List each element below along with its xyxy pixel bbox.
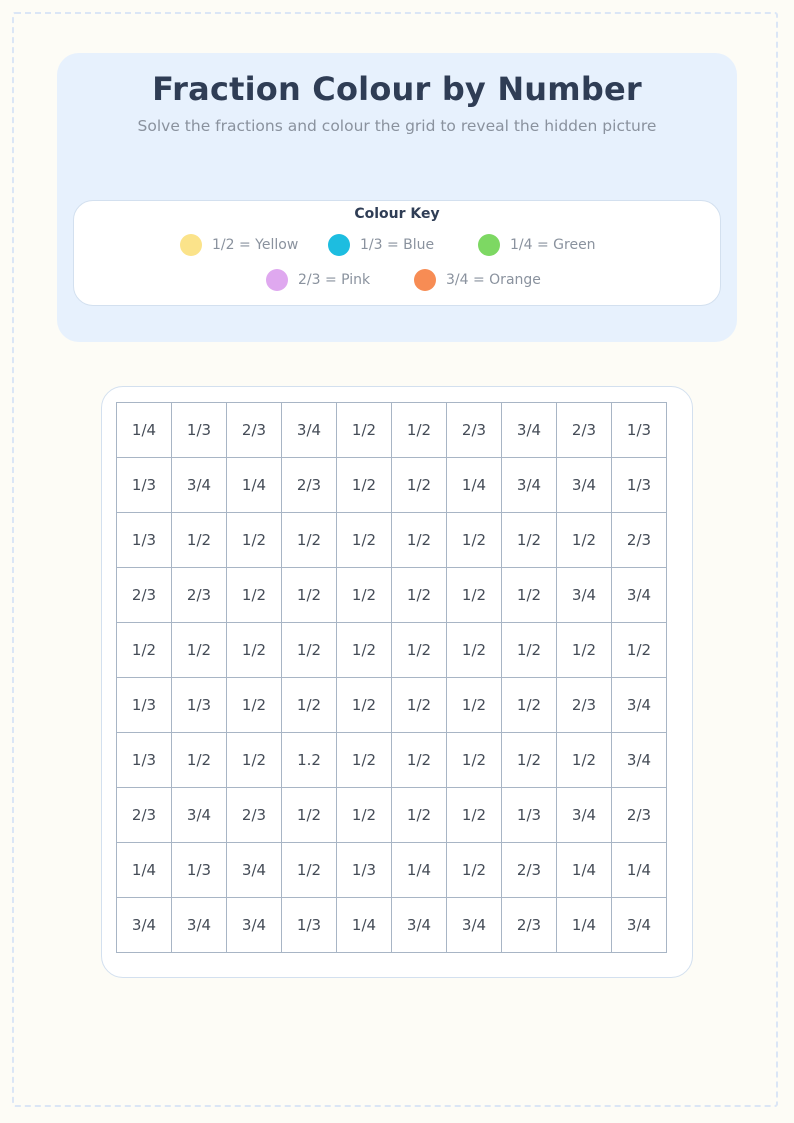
- grid-cell[interactable]: 1/2: [227, 568, 282, 623]
- grid-cell[interactable]: 1/3: [172, 678, 227, 733]
- grid-cell[interactable]: 1/4: [117, 403, 172, 458]
- grid-cell[interactable]: 1.2: [282, 733, 337, 788]
- grid-cell[interactable]: 1/2: [392, 568, 447, 623]
- grid-cell[interactable]: 1/2: [227, 513, 282, 568]
- grid-cell[interactable]: 1/2: [392, 733, 447, 788]
- grid-row: [117, 843, 667, 898]
- grid-cell[interactable]: 1/3: [117, 513, 172, 568]
- grid-cell[interactable]: 1/2: [502, 623, 557, 678]
- grid-cell[interactable]: 1/4: [392, 843, 447, 898]
- grid-cell[interactable]: 2/3: [502, 898, 557, 953]
- grid-cell[interactable]: 1/4: [227, 458, 282, 513]
- grid-cell[interactable]: 3/4: [612, 678, 667, 733]
- key-item-yellow: [180, 233, 298, 257]
- grid-cell[interactable]: 2/3: [172, 568, 227, 623]
- grid-cell[interactable]: 1/2: [447, 623, 502, 678]
- grid-row: [117, 898, 667, 953]
- green-swatch: [478, 234, 500, 256]
- yellow-swatch: [180, 234, 202, 256]
- grid-cell[interactable]: 1/4: [612, 843, 667, 898]
- grid-cell[interactable]: 1/2: [612, 623, 667, 678]
- grid-cell[interactable]: 1/2: [282, 678, 337, 733]
- grid-cell[interactable]: 1/2: [172, 513, 227, 568]
- grid-cell[interactable]: 1/2: [282, 568, 337, 623]
- key-label: 1/4 = Green: [510, 237, 596, 253]
- grid-cell[interactable]: 1/4: [557, 898, 612, 953]
- fraction-grid: [116, 402, 667, 953]
- colour-key-title: Colour Key: [354, 206, 440, 222]
- grid-cell[interactable]: 1/4: [337, 898, 392, 953]
- grid-cell[interactable]: 1/2: [282, 623, 337, 678]
- grid-row: [117, 733, 667, 788]
- grid-cell[interactable]: 3/4: [172, 458, 227, 513]
- grid-cell[interactable]: 1/2: [282, 788, 337, 843]
- grid-cell[interactable]: 1/3: [612, 403, 667, 458]
- grid-cell[interactable]: 2/3: [612, 788, 667, 843]
- grid-cell[interactable]: 1/4: [557, 843, 612, 898]
- grid-cell[interactable]: 3/4: [557, 788, 612, 843]
- grid-cell[interactable]: 2/3: [557, 678, 612, 733]
- grid-cell[interactable]: 2/3: [557, 403, 612, 458]
- grid-cell[interactable]: 3/4: [502, 458, 557, 513]
- grid-cell[interactable]: 1/3: [612, 458, 667, 513]
- grid-cell[interactable]: 1/2: [337, 788, 392, 843]
- grid-cell[interactable]: 1/2: [502, 733, 557, 788]
- grid-row: [117, 403, 667, 458]
- grid-cell[interactable]: 2/3: [612, 513, 667, 568]
- grid-cell[interactable]: 1/2: [337, 513, 392, 568]
- grid-cell[interactable]: 1/2: [282, 513, 337, 568]
- grid-cell[interactable]: 3/4: [612, 733, 667, 788]
- grid-cell[interactable]: 1/3: [172, 403, 227, 458]
- pink-swatch: [266, 269, 288, 291]
- grid-cell[interactable]: 3/4: [557, 458, 612, 513]
- grid-cell[interactable]: 1/3: [337, 843, 392, 898]
- grid-cell[interactable]: 3/4: [392, 898, 447, 953]
- grid-cell[interactable]: 1/3: [117, 678, 172, 733]
- key-label: 2/3 = Pink: [298, 272, 371, 288]
- grid-cell[interactable]: 1/2: [447, 843, 502, 898]
- grid-cell[interactable]: 1/2: [502, 568, 557, 623]
- grid-cell[interactable]: 1/2: [392, 458, 447, 513]
- grid-cell[interactable]: 3/4: [447, 898, 502, 953]
- grid-cell[interactable]: 2/3: [227, 788, 282, 843]
- grid-cell[interactable]: 1/4: [117, 843, 172, 898]
- grid-cell[interactable]: 1/3: [117, 733, 172, 788]
- grid-cell[interactable]: 1/3: [282, 898, 337, 953]
- grid-cell[interactable]: 1/2: [337, 403, 392, 458]
- grid-cell[interactable]: 3/4: [612, 898, 667, 953]
- grid-cell[interactable]: 1/2: [392, 788, 447, 843]
- grid-cell[interactable]: 1/2: [557, 623, 612, 678]
- grid-cell[interactable]: 2/3: [227, 403, 282, 458]
- grid-cell[interactable]: 2/3: [282, 458, 337, 513]
- grid-row: [117, 788, 667, 843]
- grid-cell[interactable]: 1/2: [117, 623, 172, 678]
- grid-cell[interactable]: 1/2: [227, 733, 282, 788]
- grid-cell[interactable]: 1/2: [447, 513, 502, 568]
- grid-cell[interactable]: 3/4: [282, 403, 337, 458]
- grid-cell[interactable]: 1/2: [557, 513, 612, 568]
- key-item-pink: [266, 268, 370, 292]
- grid-cell[interactable]: 1/2: [502, 513, 557, 568]
- page-subtitle: Solve the fractions and colour the grid to reveal the hidden picture: [137, 117, 657, 135]
- grid-cell[interactable]: 2/3: [447, 403, 502, 458]
- grid-cell[interactable]: 3/4: [172, 788, 227, 843]
- grid-cell[interactable]: 3/4: [502, 403, 557, 458]
- grid-cell[interactable]: 3/4: [612, 568, 667, 623]
- grid-cell[interactable]: 3/4: [227, 843, 282, 898]
- grid-cell[interactable]: 1/2: [447, 733, 502, 788]
- grid-row: [117, 568, 667, 623]
- grid-row: [117, 623, 667, 678]
- grid-cell[interactable]: 3/4: [172, 898, 227, 953]
- grid-cell[interactable]: 1/2: [447, 568, 502, 623]
- grid-cell[interactable]: 1/2: [392, 403, 447, 458]
- key-item-orange: [414, 268, 541, 292]
- grid-row: [117, 458, 667, 513]
- grid-cell[interactable]: 1/3: [502, 788, 557, 843]
- orange-swatch: [414, 269, 436, 291]
- grid-cell[interactable]: 1/2: [282, 843, 337, 898]
- page-title: Fraction Colour by Number: [152, 70, 642, 108]
- key-label: 1/3 = Blue: [360, 237, 435, 253]
- grid-cell[interactable]: 1/2: [227, 678, 282, 733]
- grid-cell[interactable]: 3/4: [227, 898, 282, 953]
- grid-row: [117, 678, 667, 733]
- grid-cell[interactable]: 1/2: [337, 733, 392, 788]
- grid-cell[interactable]: 1/3: [172, 843, 227, 898]
- grid-cell[interactable]: 1/2: [557, 733, 612, 788]
- grid-cell[interactable]: 2/3: [502, 843, 557, 898]
- grid-cell[interactable]: 3/4: [117, 898, 172, 953]
- grid-cell[interactable]: 1/2: [337, 678, 392, 733]
- grid-cell[interactable]: 1/2: [337, 568, 392, 623]
- grid-row: [117, 513, 667, 568]
- key-item-green: [478, 233, 596, 257]
- grid-cell[interactable]: 1/2: [447, 788, 502, 843]
- grid-cell[interactable]: 2/3: [117, 788, 172, 843]
- grid-cell[interactable]: 1/2: [172, 733, 227, 788]
- grid-cell[interactable]: 1/2: [392, 623, 447, 678]
- grid-cell[interactable]: 3/4: [557, 568, 612, 623]
- grid-cell[interactable]: 1/2: [392, 513, 447, 568]
- key-item-blue: [328, 233, 434, 257]
- grid-cell[interactable]: 1/2: [227, 623, 282, 678]
- grid-cell[interactable]: 1/2: [337, 623, 392, 678]
- grid-cell[interactable]: 2/3: [117, 568, 172, 623]
- key-label: 1/2 = Yellow: [212, 237, 299, 253]
- grid-cell[interactable]: 1/2: [447, 678, 502, 733]
- blue-swatch: [328, 234, 350, 256]
- grid-cell[interactable]: 1/2: [502, 678, 557, 733]
- key-label: 3/4 = Orange: [446, 272, 541, 288]
- grid-cell[interactable]: 1/2: [392, 678, 447, 733]
- grid-cell[interactable]: 1/4: [447, 458, 502, 513]
- grid-cell[interactable]: 1/2: [337, 458, 392, 513]
- grid-cell[interactable]: 1/3: [117, 458, 172, 513]
- grid-cell[interactable]: 1/2: [172, 623, 227, 678]
